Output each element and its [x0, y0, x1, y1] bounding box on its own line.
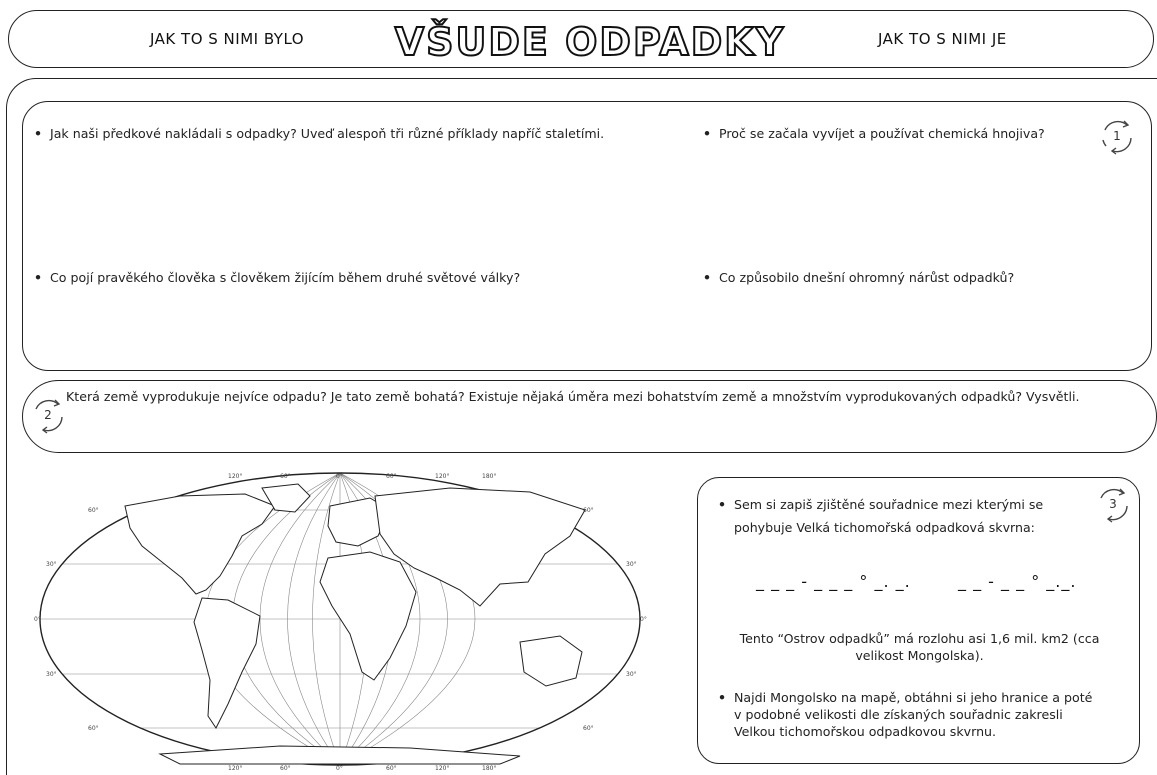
- mongolia-task-line-2: v podobné velikosti dle získaných souřadnic zakresli: [734, 707, 1063, 722]
- question-waste-growth: • Co způsobilo dnešní ohromný nárůst odpadků?: [703, 270, 1014, 285]
- lon-label: 120°: [435, 765, 450, 772]
- lon-label: 60°: [280, 765, 291, 772]
- coords-instruction-line-2: pohybuje Velká tichomořská odpadková skvrna:: [734, 520, 1035, 535]
- lat-label: 60°: [583, 507, 594, 514]
- world-map: [30, 466, 650, 772]
- lon-label: 120°: [228, 473, 243, 480]
- section-1-badge: [1097, 116, 1137, 160]
- lon-label: 120°: [435, 473, 450, 480]
- question-prehistoric-ww2: • Co pojí pravěkého člověka s člověkem žijícím během druhé světové války?: [34, 270, 520, 285]
- mongolia-task-line-1: Najdi Mongolsko na mapě, obtáhni si jeho hranice a poté: [734, 690, 1093, 705]
- lat-label: 30°: [626, 561, 637, 568]
- lat-label: 0°: [34, 616, 41, 623]
- coords-instruction-line-1: Sem si zapiš zjištěné souřadnice mezi kterými se: [734, 497, 1044, 512]
- antarctica: [160, 746, 520, 764]
- bullet-mark: •: [718, 497, 727, 512]
- south-america: [194, 598, 260, 728]
- garbage-island-info: [712, 630, 1127, 664]
- question-most-waste-country: Která země vyprodukuje nejvíce odpadu? Je tato země bohatá? Existuje nějaká úměra mezi bohatstvím země a množstvím vyprodukovaných odpadků? Vysvětli.: [66, 389, 1080, 404]
- australia: [520, 636, 582, 686]
- lon-label: 0°: [336, 765, 343, 772]
- coordinate-template-1[interactable]: _ _ _ - _ _ _ ° _. _.: [756, 572, 911, 591]
- lon-label: 60°: [386, 473, 397, 480]
- lon-label: 60°: [280, 473, 291, 480]
- section-1-number: 1: [1113, 129, 1121, 143]
- section-3-badge: [1093, 484, 1133, 528]
- continents: [125, 484, 585, 764]
- section-1-box: [22, 101, 1152, 371]
- page-title-graphic: [394, 10, 786, 68]
- coordinate-template-2[interactable]: _ _ - _ _ ° _._.: [958, 572, 1077, 591]
- africa: [320, 552, 416, 680]
- section-2-badge: [28, 395, 68, 439]
- mongolia-task-line-3: Velkou tichomořskou odpadkovou skvrnu.: [734, 724, 997, 739]
- lat-label: 30°: [626, 671, 637, 678]
- lon-label: 120°: [228, 765, 243, 772]
- section-2-number: 2: [44, 408, 52, 422]
- garbage-island-info-line-1: Tento “Ostrov odpadků” má rozlohu asi 1,6 mil. km2 (cca: [739, 631, 1100, 646]
- question-chemical-fertilizers: • Proč se začala vyvíjet a používat chemická hnojiva?: [703, 126, 1045, 141]
- lat-label: 60°: [88, 507, 99, 514]
- header-left-label: JAK TO S NIMI BYLO: [150, 30, 305, 48]
- page-title: VŠUDE ODPADKY: [394, 20, 786, 64]
- bullet-mark: •: [718, 690, 727, 705]
- lat-label: 60°: [88, 725, 99, 732]
- lon-label: 180°: [482, 765, 497, 772]
- north-america: [125, 494, 275, 594]
- section-3-bullet-1: [718, 493, 1043, 539]
- lon-label: 60°: [386, 765, 397, 772]
- garbage-island-info-line-2: velikost Mongolska).: [855, 648, 984, 663]
- header-right-label: JAK TO S NIMI JE: [878, 30, 1007, 48]
- lat-label: 30°: [46, 561, 57, 568]
- lat-label: 60°: [583, 725, 594, 732]
- section-3-bullet-2: [718, 689, 1092, 740]
- section-3-number: 3: [1109, 497, 1117, 511]
- lat-label: 0°: [640, 616, 647, 623]
- lon-label: 0°: [336, 473, 343, 480]
- lon-label: 180°: [482, 473, 497, 480]
- question-ancestors-waste: • Jak naši předkové nakládali s odpadky? Uveď alespoň tři různé příklady napříč staletími.: [34, 126, 604, 141]
- lat-label: 30°: [46, 671, 57, 678]
